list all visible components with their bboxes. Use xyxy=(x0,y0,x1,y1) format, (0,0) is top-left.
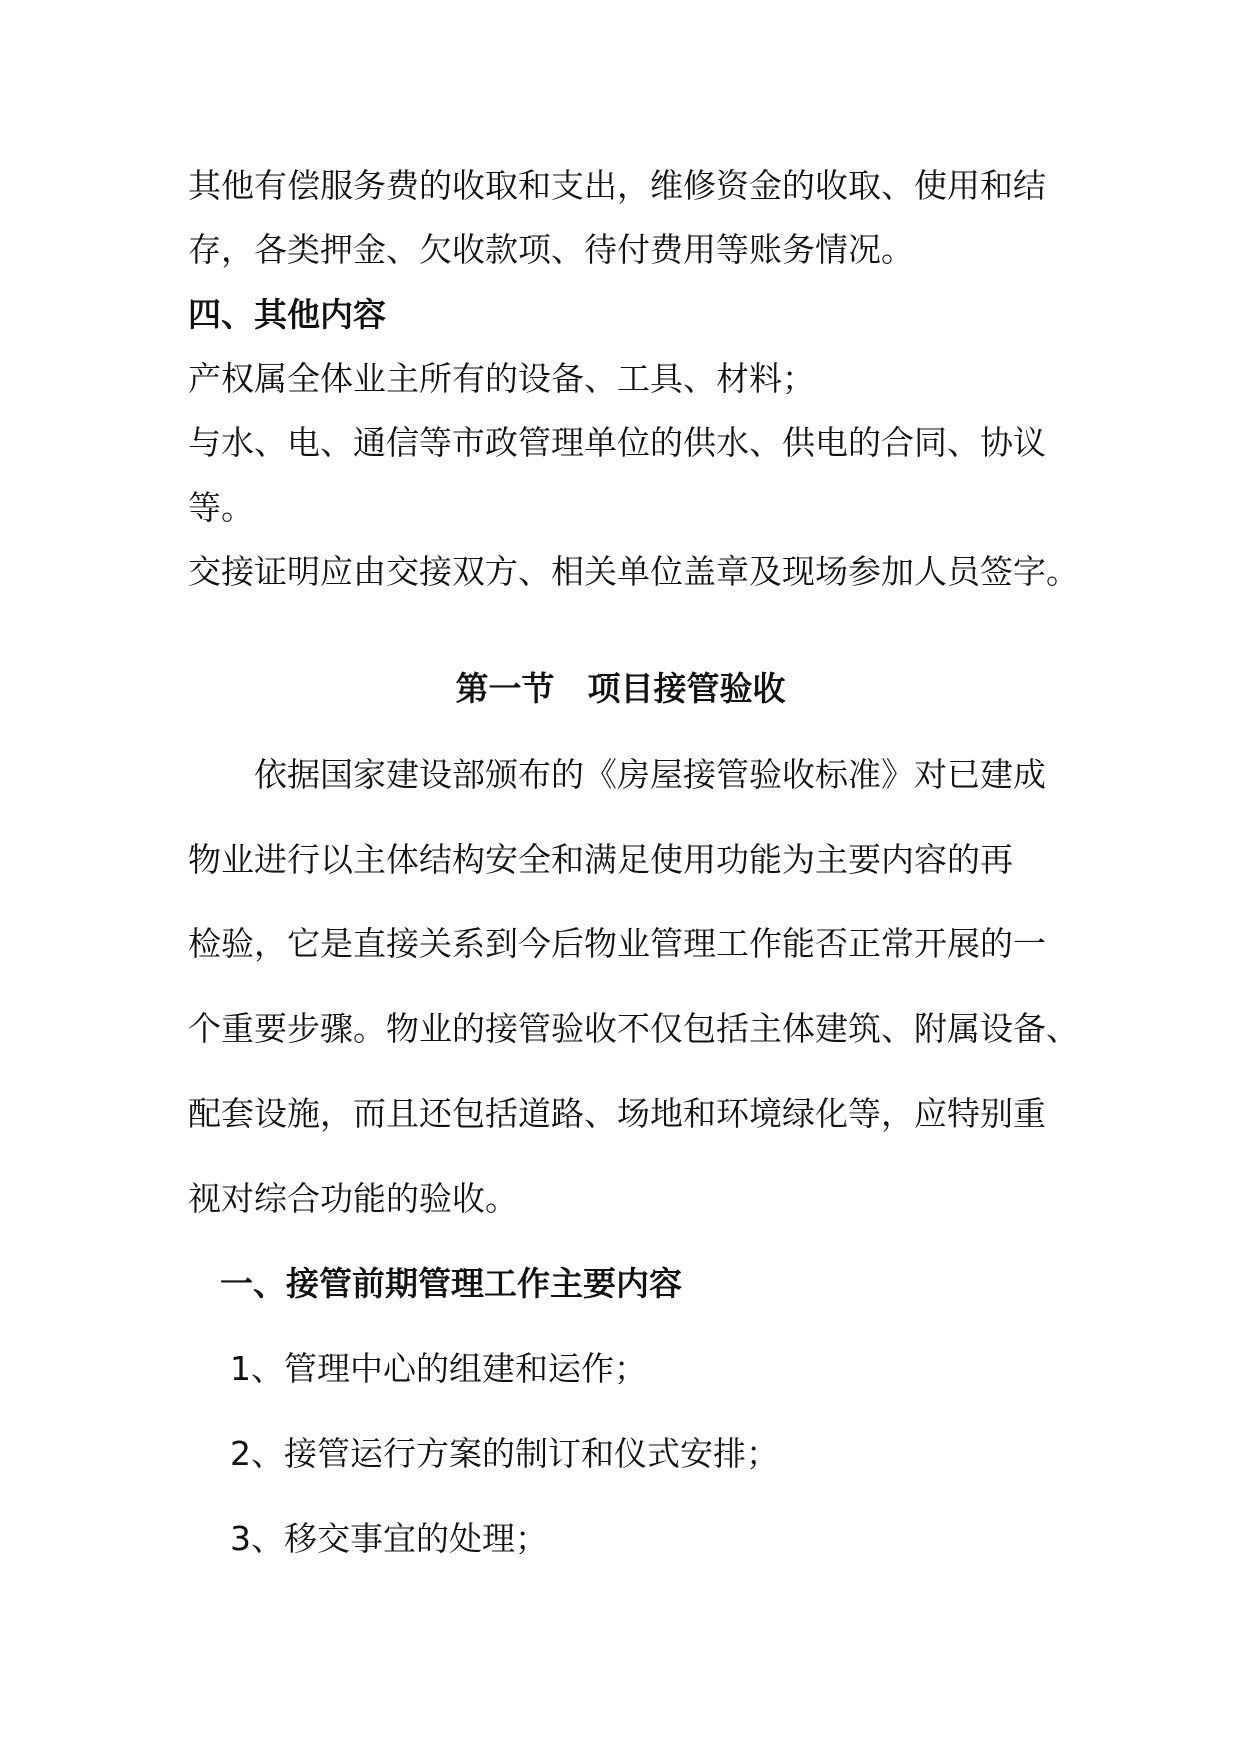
paragraph-line: 其他有偿服务费的收取和支出，维修资金的收取、使用和结 xyxy=(188,166,1046,205)
body-line: 检验，它是直接关系到今后物业管理工作能否正常开展的一 xyxy=(188,924,1046,963)
numbered-item: 1、管理中心的组建和运作； xyxy=(230,1349,647,1388)
list-item: 等。 xyxy=(188,488,254,527)
body-line: 个重要步骤。物业的接管验收不仅包括主体建筑、附属设备、 xyxy=(188,1009,1079,1048)
list-item: 产权属全体业主所有的设备、工具、材料； xyxy=(188,359,815,398)
body-line: 视对综合功能的验收。 xyxy=(188,1179,518,1218)
body-line: 物业进行以主体结构安全和满足使用功能为主要内容的再 xyxy=(188,840,1013,879)
section-heading: 四、其他内容 xyxy=(188,295,386,334)
subheading: 一、接管前期管理工作主要内容 xyxy=(220,1264,682,1303)
list-item: 交接证明应由交接双方、相关单位盖章及现场参加人员签字。 xyxy=(188,552,1079,591)
body-line: 依据国家建设部颁布的《房屋接管验收标准》对已建成 xyxy=(188,755,1046,794)
list-item: 与水、电、通信等市政管理单位的供水、供电的合同、协议 xyxy=(188,423,1046,462)
body-line: 配套设施，而且还包括道路、场地和环境绿化等，应特别重 xyxy=(188,1094,1046,1133)
section-title: 第一节 项目接管验收 xyxy=(455,669,786,708)
numbered-item: 3、移交事宜的处理； xyxy=(230,1519,548,1558)
numbered-item: 2、接管运行方案的制订和仪式安排； xyxy=(230,1434,779,1473)
paragraph-line: 存，各类押金、欠收款项、待付费用等账务情况。 xyxy=(188,230,914,269)
